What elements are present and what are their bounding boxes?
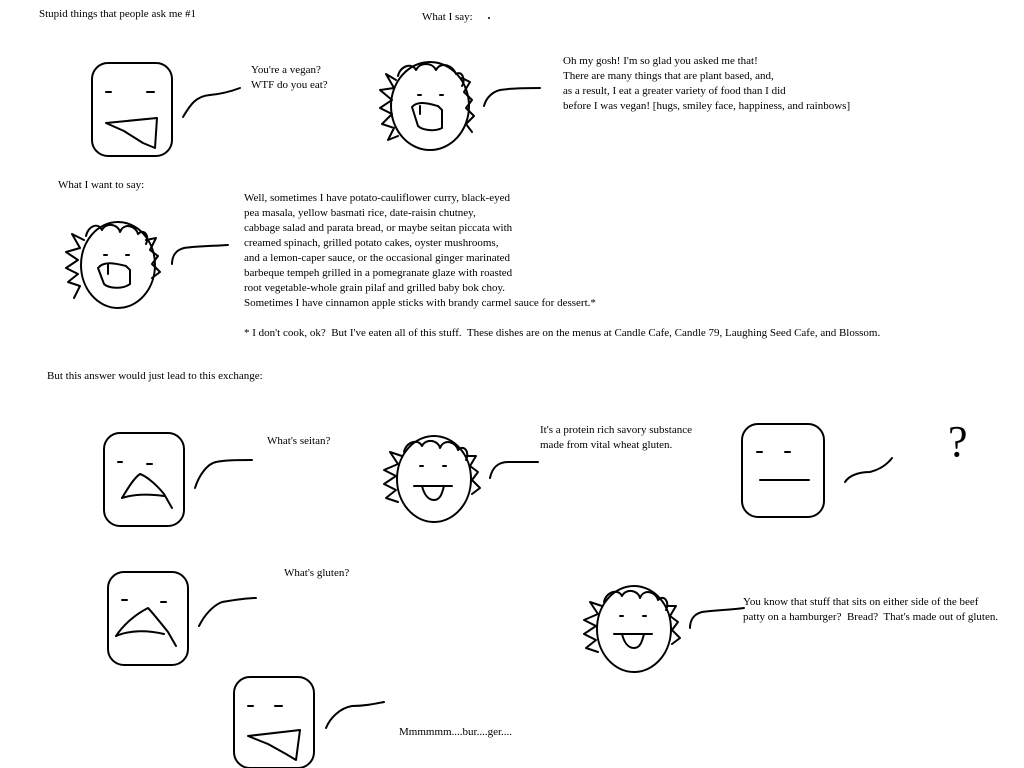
seitan-answer-line: It's a protein rich savory substance bbox=[540, 424, 692, 436]
what-i-want-label: What I want to say: bbox=[58, 179, 145, 191]
comic-title: Stupid things that people ask me #1 bbox=[39, 8, 197, 20]
speech-line-4 bbox=[195, 460, 252, 488]
egg-face-happy-1 bbox=[380, 62, 474, 150]
seitan-answer-line: made from vital wheat gluten. bbox=[540, 439, 673, 451]
footnote: * I don't cook, ok? But I've eaten all of this stuff. These dishes are on the menus at Candle Cafe, Candle 79, Laughing Seed Cafe, and Blossom. bbox=[244, 327, 881, 339]
burger-ending: Mmmmmm....bur....ger.... bbox=[399, 726, 513, 738]
what-i-say-label: What I say: bbox=[422, 11, 473, 23]
food-list-line: root vegetable-whole grain pilaf and grilled baby bok choy. bbox=[244, 282, 506, 294]
food-list-line: Well, sometimes I have potato-cauliflower curry, black-eyed bbox=[244, 192, 510, 204]
speech-line-8 bbox=[690, 608, 744, 628]
food-list-line: cabbage salad and parata bread, or maybe seitan piccata with bbox=[244, 222, 513, 234]
stray-dot bbox=[488, 17, 490, 19]
food-list-line: pea masala, yellow basmati rice, date-raisin chutney, bbox=[244, 207, 476, 219]
square-face-happy-1 bbox=[92, 63, 172, 156]
polite-answer-line: There are many things that are plant based, and, bbox=[563, 70, 774, 82]
vegan-question bbox=[251, 63, 328, 93]
polite-answer-line: as a result, I eat a greater variety of food than I did bbox=[563, 85, 786, 97]
food-list-line: Sometimes I have cinnamon apple sticks with brandy carmel sauce for dessert.* bbox=[244, 297, 596, 309]
gluten-answer-line: You know that stuff that sits on either side of the beef bbox=[743, 596, 979, 608]
gluten-question: What's gluten? bbox=[284, 567, 350, 579]
food-list-line: and a lemon-caper sauce, or the occasional ginger marinated bbox=[244, 252, 511, 264]
square-face-happy-2 bbox=[234, 677, 314, 768]
exchange-label: But this answer would just lead to this exchange: bbox=[47, 370, 263, 382]
egg-face-tongue-1 bbox=[384, 436, 480, 522]
speech-line-5 bbox=[490, 462, 538, 478]
egg-face-tongue-2 bbox=[584, 586, 680, 672]
food-list-line: creamed spinach, grilled potato cakes, oyster mushrooms, bbox=[244, 237, 499, 249]
egg-face-happy-2 bbox=[66, 222, 160, 308]
polite-answer bbox=[563, 54, 850, 114]
speech-line-3 bbox=[172, 245, 228, 264]
seitan-question: What's seitan? bbox=[267, 435, 331, 447]
food-list-answer bbox=[244, 191, 596, 311]
speech-line-2 bbox=[484, 88, 540, 106]
gluten-answer-line: patty on a hamburger? Bread? That's made out of gluten. bbox=[743, 611, 999, 623]
vegan-question-line: You're a vegan? bbox=[251, 64, 321, 76]
square-face-sad-1 bbox=[104, 433, 184, 526]
speech-line-6 bbox=[845, 458, 892, 482]
polite-answer-line: Oh my gosh! I'm so glad you asked me that! bbox=[563, 55, 758, 67]
speech-line-7 bbox=[199, 598, 256, 626]
square-face-neutral bbox=[742, 424, 824, 517]
question-mark: ? bbox=[948, 417, 968, 466]
polite-answer-line: before I was vegan! [hugs, smiley face, happiness, and rainbows] bbox=[563, 100, 851, 112]
food-list-line: barbeque tempeh grilled in a pomegranate glaze with roasted bbox=[244, 267, 513, 279]
square-face-sad-2 bbox=[108, 572, 188, 665]
speech-line-1 bbox=[183, 88, 240, 117]
gluten-answer bbox=[743, 595, 998, 625]
vegan-question-line: WTF do you eat? bbox=[251, 79, 328, 91]
seitan-answer bbox=[540, 423, 692, 453]
speech-line-9 bbox=[326, 702, 384, 728]
